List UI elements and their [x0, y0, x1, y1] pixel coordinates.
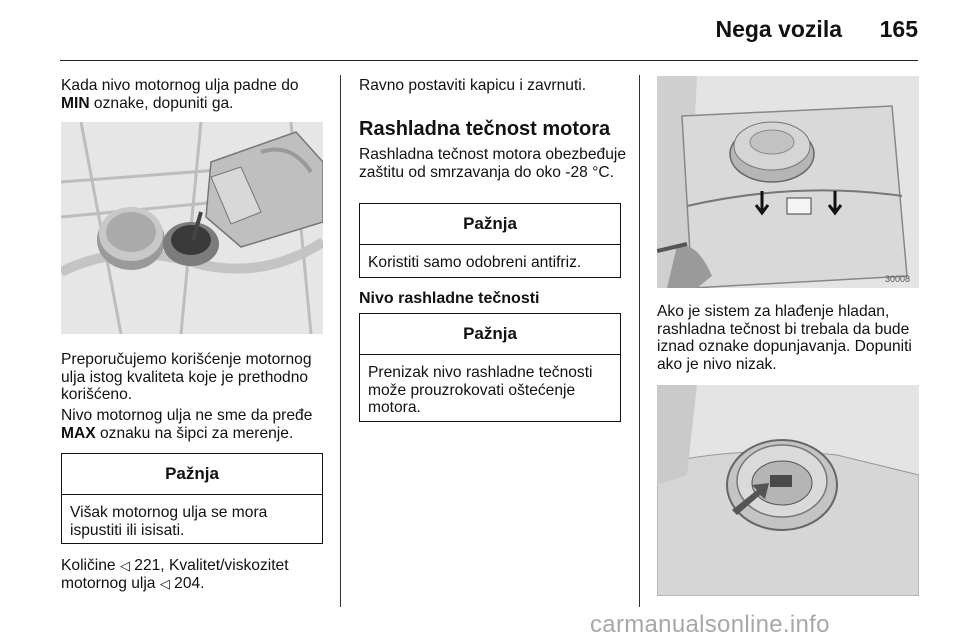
chapter-title: Nega vozila	[715, 16, 842, 42]
coolant-level-heading: Nivo rashladne tečnosti	[359, 290, 540, 307]
coolant-reservoir-illustration	[657, 76, 919, 288]
warning-box-antifreeze	[359, 203, 621, 278]
figure-number: 30008	[885, 274, 911, 284]
warning-box-oil	[61, 453, 323, 544]
max-mark: MAX	[61, 424, 96, 442]
min-mark: MIN	[61, 94, 90, 112]
coolant-cap-illustration	[657, 385, 919, 596]
warning-title: Pažnja	[360, 314, 620, 355]
warning-box-coolant-level	[359, 313, 621, 422]
warning-text: Višak motornog ulja se mora ispustiti ili isisati.	[70, 504, 268, 539]
coolant-level-paragraph: Ako je sistem za hlađenje hladan, rashladna tečnost bi trebala da bude iznad oznake dopunjavanja. Dopuniti ako je nivo nizak.	[657, 303, 912, 373]
warning-text: Koristiti samo odobreni antifriz.	[368, 254, 582, 271]
warning-text: Prenizak nivo rashladne tečnosti može prouzrokovati oštećenje motora.	[368, 364, 593, 416]
cross-references: Količine ◁ 221, Kvalitet/viskozitet motornog ulja ◁ 204.	[61, 557, 289, 592]
header-rule	[60, 60, 918, 61]
oil-topup-paragraph: Kada nivo motornog ulja padne do MIN oznake, dopuniti ga.	[61, 77, 299, 112]
page-header	[0, 0, 960, 60]
warning-title: Pažnja	[360, 204, 620, 245]
oil-max-paragraph: Nivo motornog ulja ne sme da pređe MAX oznaku na šipci za merenje.	[61, 407, 313, 442]
column-divider-1	[340, 75, 341, 607]
oil-filling-illustration	[61, 122, 323, 334]
cap-instruction: Ravno postaviti kapicu i zavrnuti.	[359, 77, 587, 94]
column-divider-2	[639, 75, 640, 607]
warning-title: Pažnja	[62, 454, 322, 495]
page-ref-icon: ◁	[159, 575, 170, 591]
page-ref-icon: ◁	[119, 558, 130, 573]
page-number: 165	[879, 16, 918, 42]
coolant-paragraph: Rashladna tečnost motora obezbeđuje zaštitu od smrzavanja do oko -28 °C.	[359, 146, 627, 181]
coolant-heading: Rashladna tečnost motora	[359, 118, 611, 140]
watermark: carmanualsonline.info	[590, 611, 830, 638]
oil-recommendation-paragraph: Preporučujemo korišćenje motornog ulja istog kvaliteta koje je prethodno korišćeno.	[61, 351, 312, 403]
